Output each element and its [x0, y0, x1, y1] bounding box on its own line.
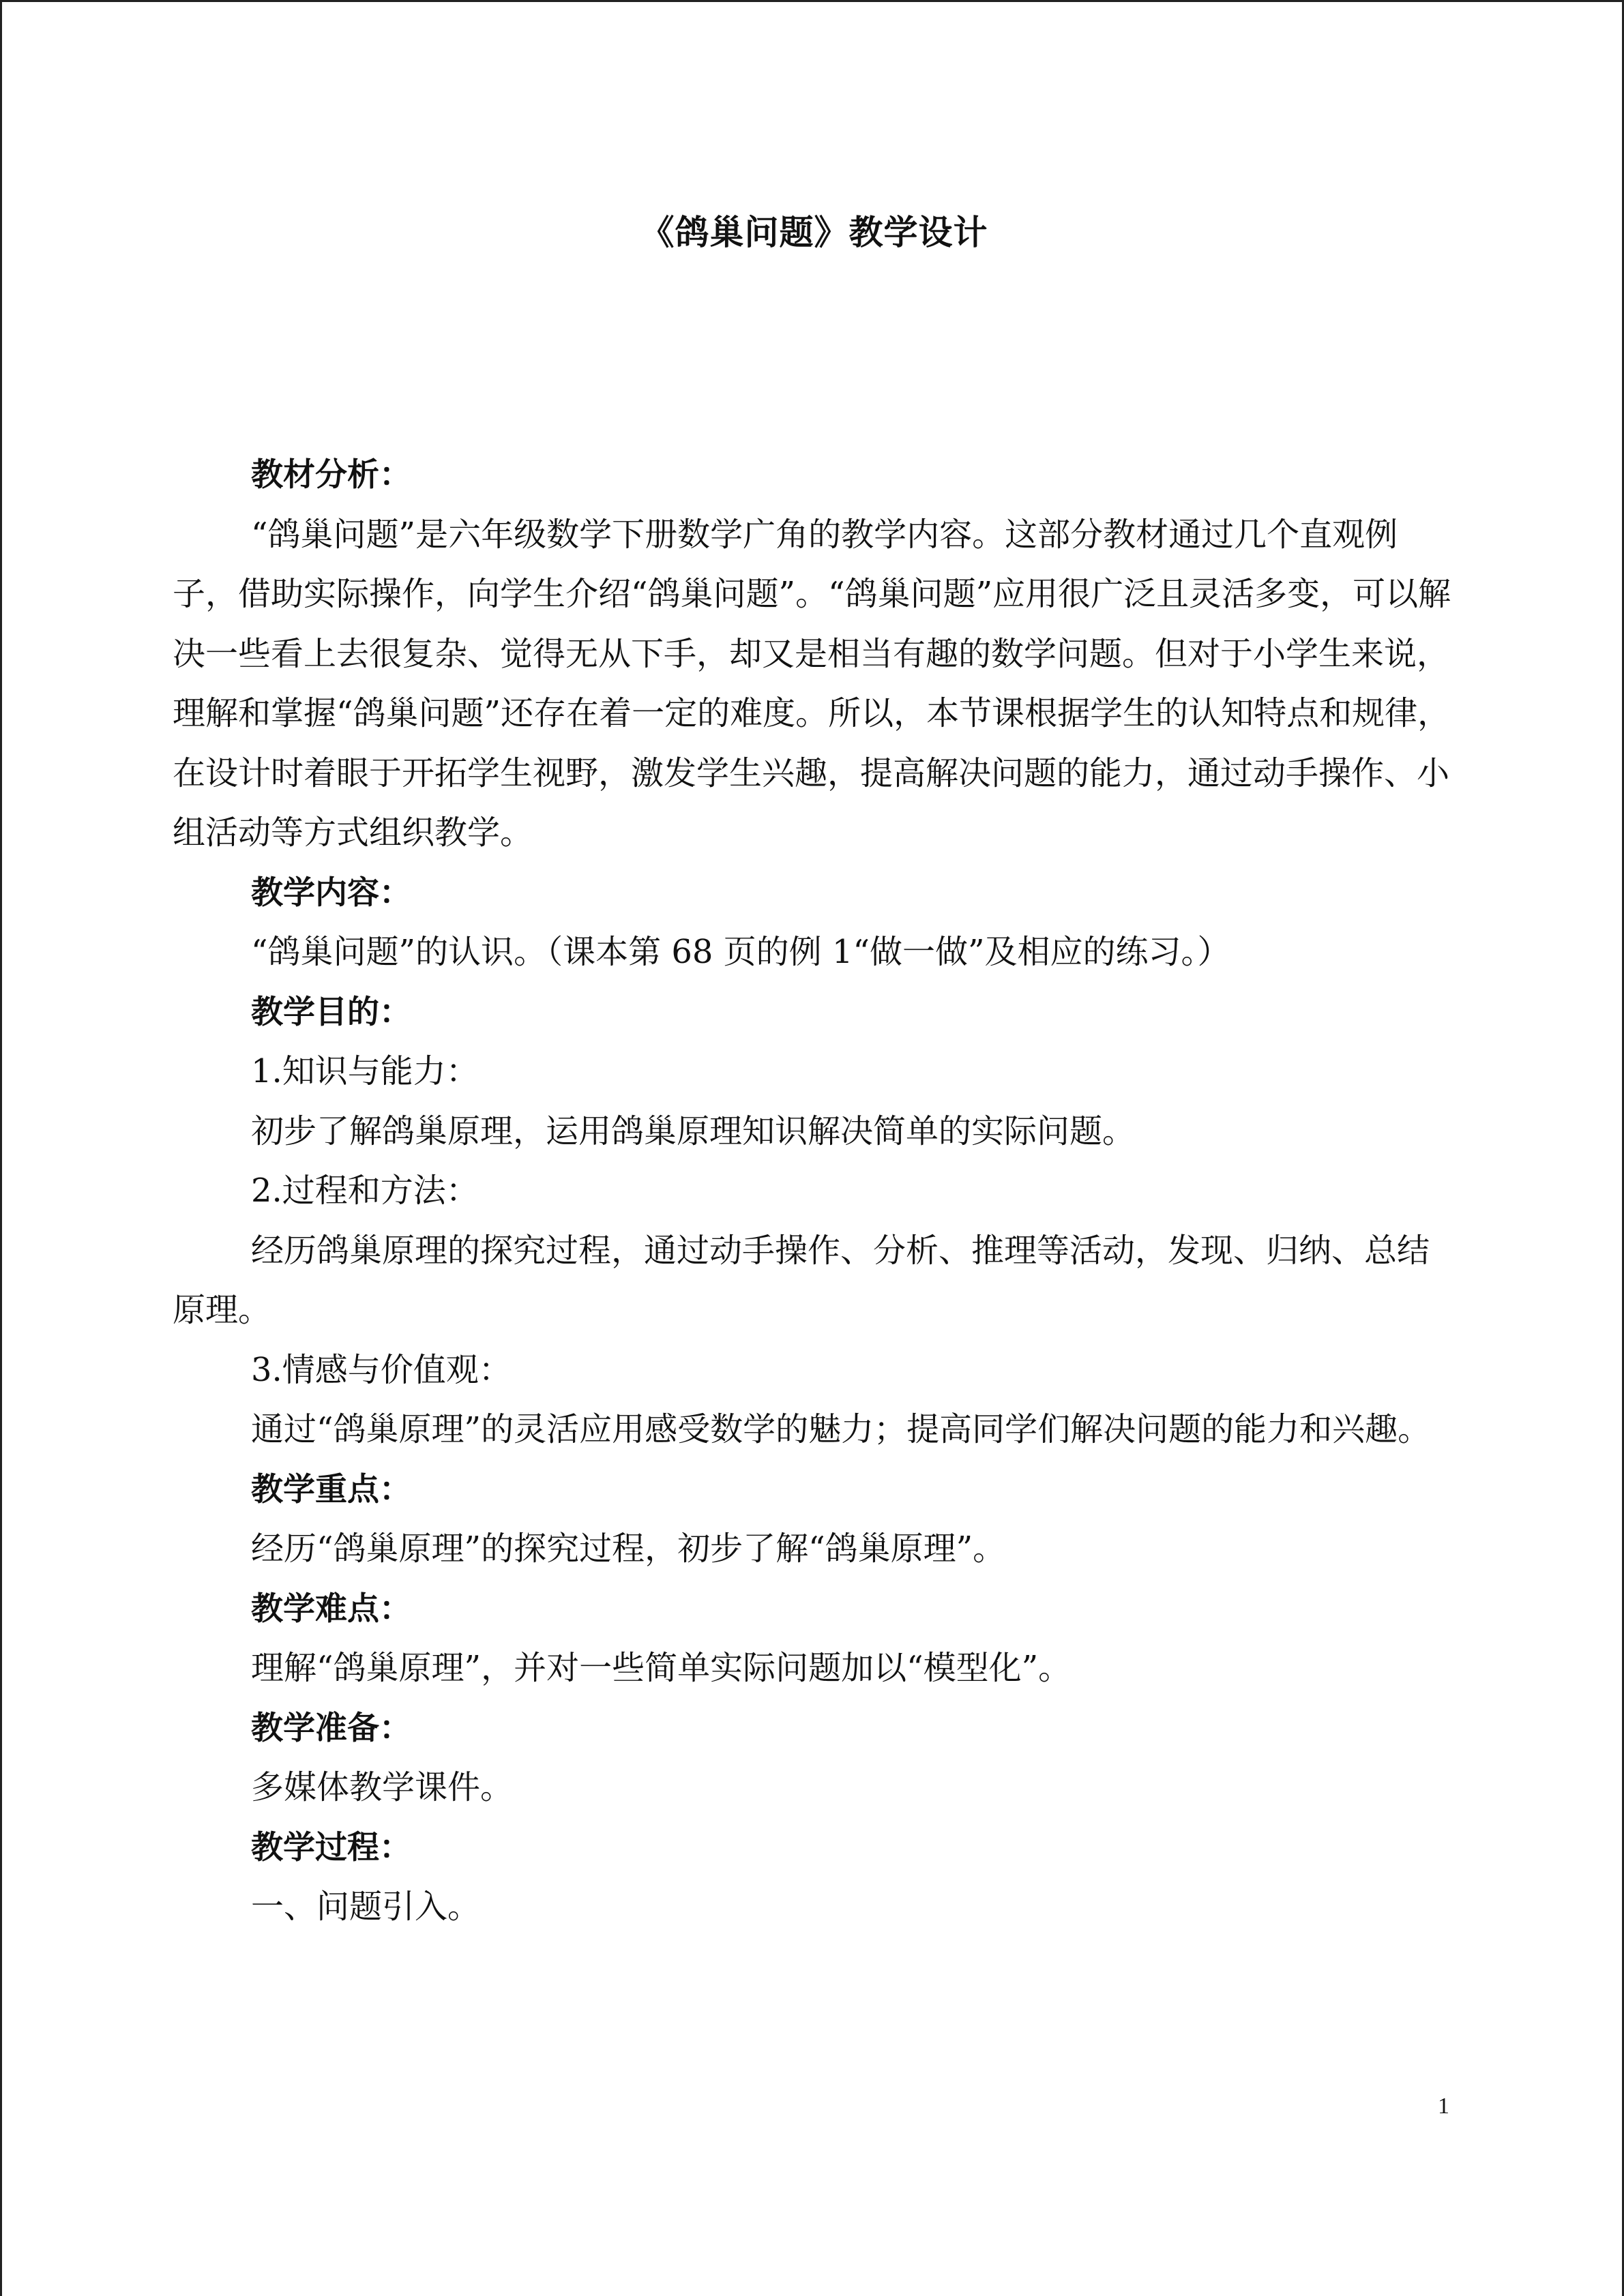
- goal2-label: 2.过程和方法：: [251, 1172, 479, 1210]
- difficulty-paragraph: 理解“鸽巢原理”，并对一些简单实际问题加以“模型化”。: [251, 1649, 1072, 1687]
- goal2-paragraph: 经历鸽巢原理的探究过程，通过动手操作、分析、推理等活动，发现、归纳、总结原理。: [173, 1231, 1430, 1329]
- goal3-label: 3.情感与价值观：: [251, 1350, 512, 1389]
- document-body: [173, 445, 1462, 1937]
- goal1-label: 1.知识与能力：: [251, 1052, 479, 1090]
- content-heading: 教学内容：: [251, 874, 411, 912]
- document-title: 《鸽巢问题》教学设计: [640, 213, 988, 252]
- difficulty-heading: 教学难点：: [251, 1590, 411, 1628]
- goals-heading: 教学目的：: [251, 993, 411, 1031]
- process-step-1: 一、问题引入。: [251, 1888, 481, 1926]
- goal1-paragraph: 初步了解鸽巢原理，运用鸽巢原理知识解决简单的实际问题。: [251, 1112, 1136, 1150]
- page-number: 1: [1438, 2093, 1449, 2119]
- key-points-heading: 教学重点：: [251, 1470, 411, 1508]
- process-heading: 教学过程：: [251, 1828, 411, 1866]
- content-paragraph: “鸽巢问题”的认识。（课本第 68 页的例 1“做一做”及相应的练习。）: [251, 933, 1230, 971]
- preparation-paragraph: 多媒体教学课件。: [251, 1768, 514, 1806]
- goal3-paragraph: 通过“鸽巢原理”的灵活应用感受数学的魅力；提高同学们解决问题的能力和兴趣。: [251, 1410, 1431, 1448]
- preparation-heading: 教学准备：: [251, 1709, 411, 1747]
- analysis-heading: 教材分析：: [251, 456, 411, 494]
- key-points-paragraph: 经历“鸽巢原理”的探究过程，初步了解“鸽巢原理”。: [251, 1530, 1006, 1568]
- analysis-paragraph: “鸽巢问题”是六年级数学下册数学广角的教学内容。这部分教材通过几个直观例子，借助实际操作，向学生介绍“鸽巢问题”。“鸽巢问题”应用很广泛且灵活多变，可以解决一些看上去很复杂、觉得无从下手，却又是相当有趣的数学问题。但对于小学生来说，理解和掌握“鸽巢问题”还存在着一定的难度。所以，本节课根据学生的认知特点和规律，在设计时着眼于开拓学生视野，激发学生兴趣，提高解决问题的能力，通过动手操作、小组活动等方式组织教学。: [173, 515, 1451, 852]
